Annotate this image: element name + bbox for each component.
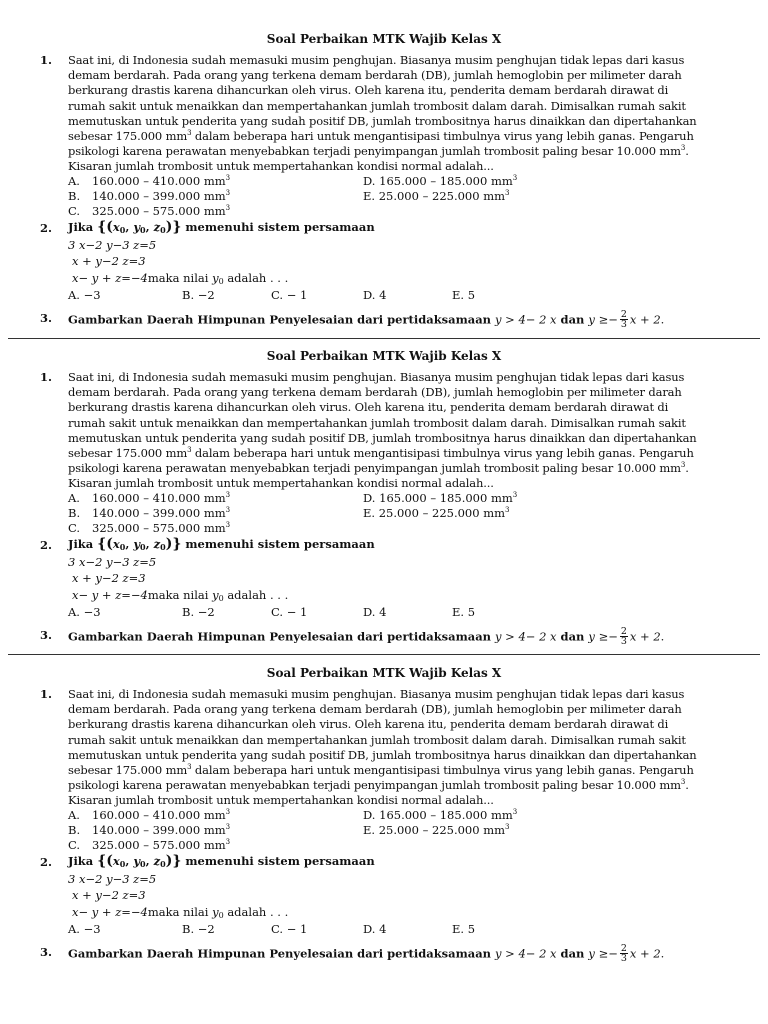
question-1-line: demam berdarah. Pada orang yang terkena demam berdarah (DB), jumlah hemoglobin per milimeter darah bbox=[68, 68, 682, 83]
question-2-number: 2. bbox=[40, 538, 53, 552]
text: adalah . . . bbox=[223, 271, 289, 285]
question-1-line: rumah sakit untuk menaikkan dan mempertahankan jumlah trombosit dalam darah. Dimisalkan rumah sakit bbox=[68, 732, 686, 747]
question-1-line: demam berdarah. Pada orang yang terkena demam berdarah (DB), jumlah hemoglobin per milimeter darah bbox=[68, 702, 682, 717]
q2-option-d: D. 4 bbox=[363, 605, 387, 619]
q2-option-e: E. 5 bbox=[452, 922, 476, 936]
subscript: 0 bbox=[160, 859, 166, 869]
comma: , bbox=[125, 537, 134, 551]
exponent: 3 bbox=[187, 763, 192, 772]
inequality-2: y ≥− bbox=[588, 629, 618, 644]
text: memenuhi sistem persamaan bbox=[181, 220, 375, 234]
var-y: y bbox=[212, 905, 219, 919]
subscript: 0 bbox=[140, 225, 146, 235]
text: dalam beberapa hari untuk mengantisipasi timbulnya virus yang lebih ganas. Pengaruh bbox=[191, 446, 694, 461]
option-d bbox=[363, 174, 517, 189]
question-2-stem bbox=[68, 537, 375, 552]
text: adalah . . . bbox=[223, 588, 289, 602]
option-e bbox=[363, 506, 510, 521]
inequality-2: y ≥− bbox=[588, 946, 618, 961]
text: . bbox=[685, 461, 689, 476]
text: x− y + z=−4 bbox=[72, 271, 148, 285]
question-1-line: rumah sakit untuk menaikkan dan mempertahankan jumlah trombosit dalam darah. Dimisalkan rumah sakit bbox=[68, 98, 686, 113]
exponent: 3 bbox=[225, 204, 231, 212]
text: psikologi karena perawatan menyebabkan terjadi penyimpangan jumlah trombosit paling besar 10.000 mm bbox=[68, 144, 681, 159]
q2-option-b: B. −2 bbox=[182, 288, 215, 302]
option-b-label: B. bbox=[68, 506, 81, 520]
exponent: 3 bbox=[680, 144, 686, 153]
question-2-stem bbox=[68, 854, 375, 869]
option-b-label: B. bbox=[68, 823, 81, 837]
equation-3 bbox=[72, 271, 288, 286]
exponent: 3 bbox=[225, 174, 231, 182]
text: 325.000 – 575.000 mm bbox=[92, 521, 226, 535]
exponent: 3 bbox=[225, 521, 231, 529]
period: . bbox=[660, 946, 665, 961]
option-e bbox=[363, 189, 510, 204]
subscript: 0 bbox=[140, 859, 146, 869]
numerator: 2 bbox=[620, 626, 627, 637]
question-1-line: Kisaran jumlah trombosit untuk mempertahankan kondisi normal adalah... bbox=[68, 159, 494, 174]
equation-2: x + y−2 z=3 bbox=[72, 571, 146, 585]
equation-1: 3 x−2 y−3 z=5 bbox=[68, 872, 157, 886]
inequality-1: y > 4− 2 x bbox=[495, 629, 557, 644]
q2-option-c: C. − 1 bbox=[271, 288, 308, 302]
text: dan bbox=[556, 629, 589, 644]
fraction bbox=[620, 944, 628, 963]
option-d bbox=[363, 808, 517, 823]
text: Jika bbox=[68, 854, 94, 868]
exponent: 3 bbox=[505, 506, 510, 514]
subscript: 0 bbox=[119, 859, 126, 869]
option-a-label: A. bbox=[68, 174, 80, 188]
inequality-2-rest: x + 2 bbox=[629, 312, 661, 327]
option-b bbox=[92, 823, 230, 838]
question-3-text bbox=[68, 945, 664, 964]
subscript: 0 bbox=[160, 542, 166, 552]
text: . bbox=[685, 144, 689, 159]
question-1-line: Kisaran jumlah trombosit untuk mempertahankan kondisi normal adalah... bbox=[68, 793, 494, 808]
question-3-text bbox=[68, 311, 664, 330]
text: Gambarkan Daerah Himpunan Penyelesaian dari pertidaksamaan bbox=[68, 629, 496, 644]
sheet-title: Soal Perbaikan MTK Wajib Kelas X bbox=[266, 666, 502, 680]
question-1-line bbox=[68, 461, 723, 476]
var-y: y bbox=[133, 854, 141, 868]
exam-sheet bbox=[0, 349, 768, 659]
exponent: 3 bbox=[505, 823, 510, 831]
question-1-text bbox=[68, 53, 723, 175]
equation-1: 3 x−2 y−3 z=5 bbox=[68, 555, 157, 569]
question-1-line: Saat ini, di Indonesia sudah memasuki musim penghujan. Biasanya musim penghujan tidak lepas dari kasus bbox=[68, 53, 685, 67]
sheet-title: Soal Perbaikan MTK Wajib Kelas X bbox=[266, 349, 502, 363]
q2-option-a: A. −3 bbox=[68, 288, 101, 302]
text: psikologi karena perawatan menyebabkan terjadi penyimpangan jumlah trombosit paling besar 10.000 mm bbox=[68, 778, 681, 793]
question-1-line: Saat ini, di Indonesia sudah memasuki musim penghujan. Biasanya musim penghujan tidak lepas dari kasus bbox=[68, 370, 685, 384]
question-1-line: berkurang drastis karena dihancurkan oleh virus. Oleh karena itu, penderita demam berdarah dirawat di bbox=[68, 83, 669, 98]
question-3-number: 3. bbox=[40, 945, 53, 959]
question-1-line: berkurang drastis karena dihancurkan oleh virus. Oleh karena itu, penderita demam berdarah dirawat di bbox=[68, 717, 669, 732]
question-1-number: 1. bbox=[40, 370, 53, 384]
option-d bbox=[363, 491, 517, 506]
question-1-line bbox=[68, 129, 723, 144]
exponent: 3 bbox=[187, 129, 192, 138]
exponent: 3 bbox=[680, 778, 686, 787]
text: dan bbox=[556, 946, 589, 961]
var-y: y bbox=[212, 588, 219, 602]
comma: , bbox=[145, 220, 154, 234]
question-1-line: memutuskan untuk penderita yang sudah positif DB, jumlah trombositnya harus dinaikkan dan dipertahankan bbox=[68, 430, 697, 445]
comma: , bbox=[125, 220, 134, 234]
question-1-line: rumah sakit untuk menaikkan dan mempertahankan jumlah trombosit dalam darah. Dimisalkan rumah sakit bbox=[68, 415, 686, 430]
question-1-number: 1. bbox=[40, 687, 53, 701]
q2-option-d: D. 4 bbox=[363, 922, 387, 936]
equation-2: x + y−2 z=3 bbox=[72, 888, 146, 902]
option-a bbox=[92, 174, 230, 189]
q2-option-d: D. 4 bbox=[363, 288, 387, 302]
q2-option-a: A. −3 bbox=[68, 922, 101, 936]
exam-sheet bbox=[0, 32, 768, 342]
brace-close: )} bbox=[165, 219, 182, 235]
text: maka nilai bbox=[147, 588, 213, 602]
text: Gambarkan Daerah Himpunan Penyelesaian dari pertidaksamaan bbox=[68, 312, 496, 327]
exponent: 3 bbox=[225, 808, 231, 816]
fraction bbox=[620, 310, 628, 329]
text: Jika bbox=[68, 220, 94, 234]
brace-open: {( bbox=[97, 853, 113, 869]
option-b bbox=[92, 189, 230, 204]
option-c-label: C. bbox=[68, 521, 81, 535]
exponent: 3 bbox=[505, 189, 510, 197]
question-2-number: 2. bbox=[40, 221, 53, 235]
exponent: 3 bbox=[225, 491, 231, 499]
text: 325.000 – 575.000 mm bbox=[92, 204, 226, 218]
option-c bbox=[92, 521, 230, 536]
text: maka nilai bbox=[147, 271, 213, 285]
section-divider bbox=[8, 338, 760, 339]
subscript: 0 bbox=[160, 225, 166, 235]
text: maka nilai bbox=[147, 905, 213, 919]
text: D. 165.000 – 185.000 mm bbox=[363, 808, 513, 822]
numerator: 2 bbox=[620, 309, 627, 320]
denominator: 3 bbox=[620, 953, 627, 964]
text: dalam beberapa hari untuk mengantisipasi timbulnya virus yang lebih ganas. Pengaruh bbox=[191, 763, 694, 778]
option-a bbox=[92, 808, 230, 823]
equation-3 bbox=[72, 588, 288, 603]
text: 140.000 – 399.000 mm bbox=[92, 189, 226, 203]
var-y: y bbox=[133, 537, 141, 551]
option-c-label: C. bbox=[68, 838, 81, 852]
subscript: 0 bbox=[218, 277, 224, 286]
question-1-line: memutuskan untuk penderita yang sudah positif DB, jumlah trombositnya harus dinaikkan dan dipertahankan bbox=[68, 747, 697, 762]
text: Jika bbox=[68, 537, 94, 551]
q2-option-c: C. − 1 bbox=[271, 605, 308, 619]
subscript: 0 bbox=[218, 594, 224, 603]
text: x− y + z=−4 bbox=[72, 588, 148, 602]
var-x: x bbox=[112, 537, 120, 551]
question-1-line: Kisaran jumlah trombosit untuk mempertahankan kondisi normal adalah... bbox=[68, 476, 494, 491]
subscript: 0 bbox=[119, 225, 126, 235]
exponent: 3 bbox=[225, 838, 231, 846]
inequality-1: y > 4− 2 x bbox=[495, 946, 557, 961]
subscript: 0 bbox=[119, 542, 126, 552]
question-1-text bbox=[68, 370, 723, 492]
equation-1: 3 x−2 y−3 z=5 bbox=[68, 238, 157, 252]
text: 160.000 – 410.000 mm bbox=[92, 808, 226, 822]
denominator: 3 bbox=[620, 319, 627, 330]
subscript: 0 bbox=[140, 542, 146, 552]
fraction bbox=[620, 627, 628, 646]
text: 325.000 – 575.000 mm bbox=[92, 838, 226, 852]
text: memenuhi sistem persamaan bbox=[181, 854, 375, 868]
exponent: 3 bbox=[225, 823, 231, 831]
text: D. 165.000 – 185.000 mm bbox=[363, 174, 513, 188]
question-3-number: 3. bbox=[40, 311, 53, 325]
option-a-label: A. bbox=[68, 491, 80, 505]
text: dalam beberapa hari untuk mengantisipasi timbulnya virus yang lebih ganas. Pengaruh bbox=[191, 129, 694, 144]
text: 160.000 – 410.000 mm bbox=[92, 491, 226, 505]
comma: , bbox=[125, 854, 134, 868]
question-1-text bbox=[68, 687, 723, 809]
text: . bbox=[685, 778, 689, 793]
sheet-title: Soal Perbaikan MTK Wajib Kelas X bbox=[266, 32, 502, 46]
inequality-2-rest: x + 2 bbox=[629, 629, 661, 644]
numerator: 2 bbox=[620, 943, 627, 954]
text: sebesar 175.000 mm bbox=[68, 446, 188, 461]
var-z: z bbox=[153, 854, 161, 868]
question-1-line: demam berdarah. Pada orang yang terkena demam berdarah (DB), jumlah hemoglobin per milimeter darah bbox=[68, 385, 682, 400]
question-1-line bbox=[68, 763, 723, 778]
question-3-text bbox=[68, 628, 664, 647]
var-z: z bbox=[153, 220, 161, 234]
question-1-number: 1. bbox=[40, 53, 53, 67]
text: 160.000 – 410.000 mm bbox=[92, 174, 226, 188]
exponent: 3 bbox=[680, 461, 686, 470]
var-z: z bbox=[153, 537, 161, 551]
question-1-line: berkurang drastis karena dihancurkan oleh virus. Oleh karena itu, penderita demam berdarah dirawat di bbox=[68, 400, 669, 415]
exponent: 3 bbox=[512, 808, 518, 816]
var-y: y bbox=[212, 271, 219, 285]
exponent: 3 bbox=[512, 491, 518, 499]
comma: , bbox=[145, 537, 154, 551]
question-2-number: 2. bbox=[40, 855, 53, 869]
option-b bbox=[92, 506, 230, 521]
exponent: 3 bbox=[225, 506, 231, 514]
inequality-1: y > 4− 2 x bbox=[495, 312, 557, 327]
option-c-label: C. bbox=[68, 204, 81, 218]
option-b-label: B. bbox=[68, 189, 81, 203]
text: D. 165.000 – 185.000 mm bbox=[363, 491, 513, 505]
text: psikologi karena perawatan menyebabkan terjadi penyimpangan jumlah trombosit paling besar 10.000 mm bbox=[68, 461, 681, 476]
period: . bbox=[660, 629, 665, 644]
text: E. 25.000 – 225.000 mm bbox=[363, 823, 506, 837]
exponent: 3 bbox=[512, 174, 518, 182]
text: x− y + z=−4 bbox=[72, 905, 148, 919]
comma: , bbox=[145, 854, 154, 868]
equation-2: x + y−2 z=3 bbox=[72, 254, 146, 268]
inequality-2: y ≥− bbox=[588, 312, 618, 327]
option-a bbox=[92, 491, 230, 506]
question-3-number: 3. bbox=[40, 628, 53, 642]
exam-sheet bbox=[0, 666, 768, 976]
text: dan bbox=[556, 312, 589, 327]
option-a-label: A. bbox=[68, 808, 80, 822]
subscript: 0 bbox=[218, 911, 224, 920]
brace-open: {( bbox=[97, 536, 113, 552]
text: E. 25.000 – 225.000 mm bbox=[363, 506, 506, 520]
text: 140.000 – 399.000 mm bbox=[92, 823, 226, 837]
question-1-line: memutuskan untuk penderita yang sudah positif DB, jumlah trombositnya harus dinaikkan dan dipertahankan bbox=[68, 113, 697, 128]
q2-option-a: A. −3 bbox=[68, 605, 101, 619]
text: Gambarkan Daerah Himpunan Penyelesaian dari pertidaksamaan bbox=[68, 946, 496, 961]
section-divider bbox=[8, 654, 760, 655]
brace-close: )} bbox=[165, 536, 182, 552]
text: memenuhi sistem persamaan bbox=[181, 537, 375, 551]
q2-option-c: C. − 1 bbox=[271, 922, 308, 936]
var-x: x bbox=[112, 854, 120, 868]
denominator: 3 bbox=[620, 636, 627, 647]
option-c bbox=[92, 204, 230, 219]
exponent: 3 bbox=[225, 189, 231, 197]
period: . bbox=[660, 312, 665, 327]
text: 140.000 – 399.000 mm bbox=[92, 506, 226, 520]
q2-option-e: E. 5 bbox=[452, 288, 476, 302]
question-1-line: Saat ini, di Indonesia sudah memasuki musim penghujan. Biasanya musim penghujan tidak lepas dari kasus bbox=[68, 687, 685, 701]
question-1-line bbox=[68, 446, 723, 461]
brace-open: {( bbox=[97, 219, 113, 235]
q2-option-b: B. −2 bbox=[182, 605, 215, 619]
inequality-2-rest: x + 2 bbox=[629, 946, 661, 961]
text: sebesar 175.000 mm bbox=[68, 129, 188, 144]
q2-option-b: B. −2 bbox=[182, 922, 215, 936]
equation-3 bbox=[72, 905, 288, 920]
option-c bbox=[92, 838, 230, 853]
text: adalah . . . bbox=[223, 905, 289, 919]
q2-option-e: E. 5 bbox=[452, 605, 476, 619]
brace-close: )} bbox=[165, 853, 182, 869]
var-y: y bbox=[133, 220, 141, 234]
var-x: x bbox=[112, 220, 120, 234]
exponent: 3 bbox=[187, 446, 192, 455]
question-2-stem bbox=[68, 220, 375, 235]
question-1-line bbox=[68, 144, 723, 159]
option-e bbox=[363, 823, 510, 838]
question-1-line bbox=[68, 778, 723, 793]
text: E. 25.000 – 225.000 mm bbox=[363, 189, 506, 203]
text: sebesar 175.000 mm bbox=[68, 763, 188, 778]
